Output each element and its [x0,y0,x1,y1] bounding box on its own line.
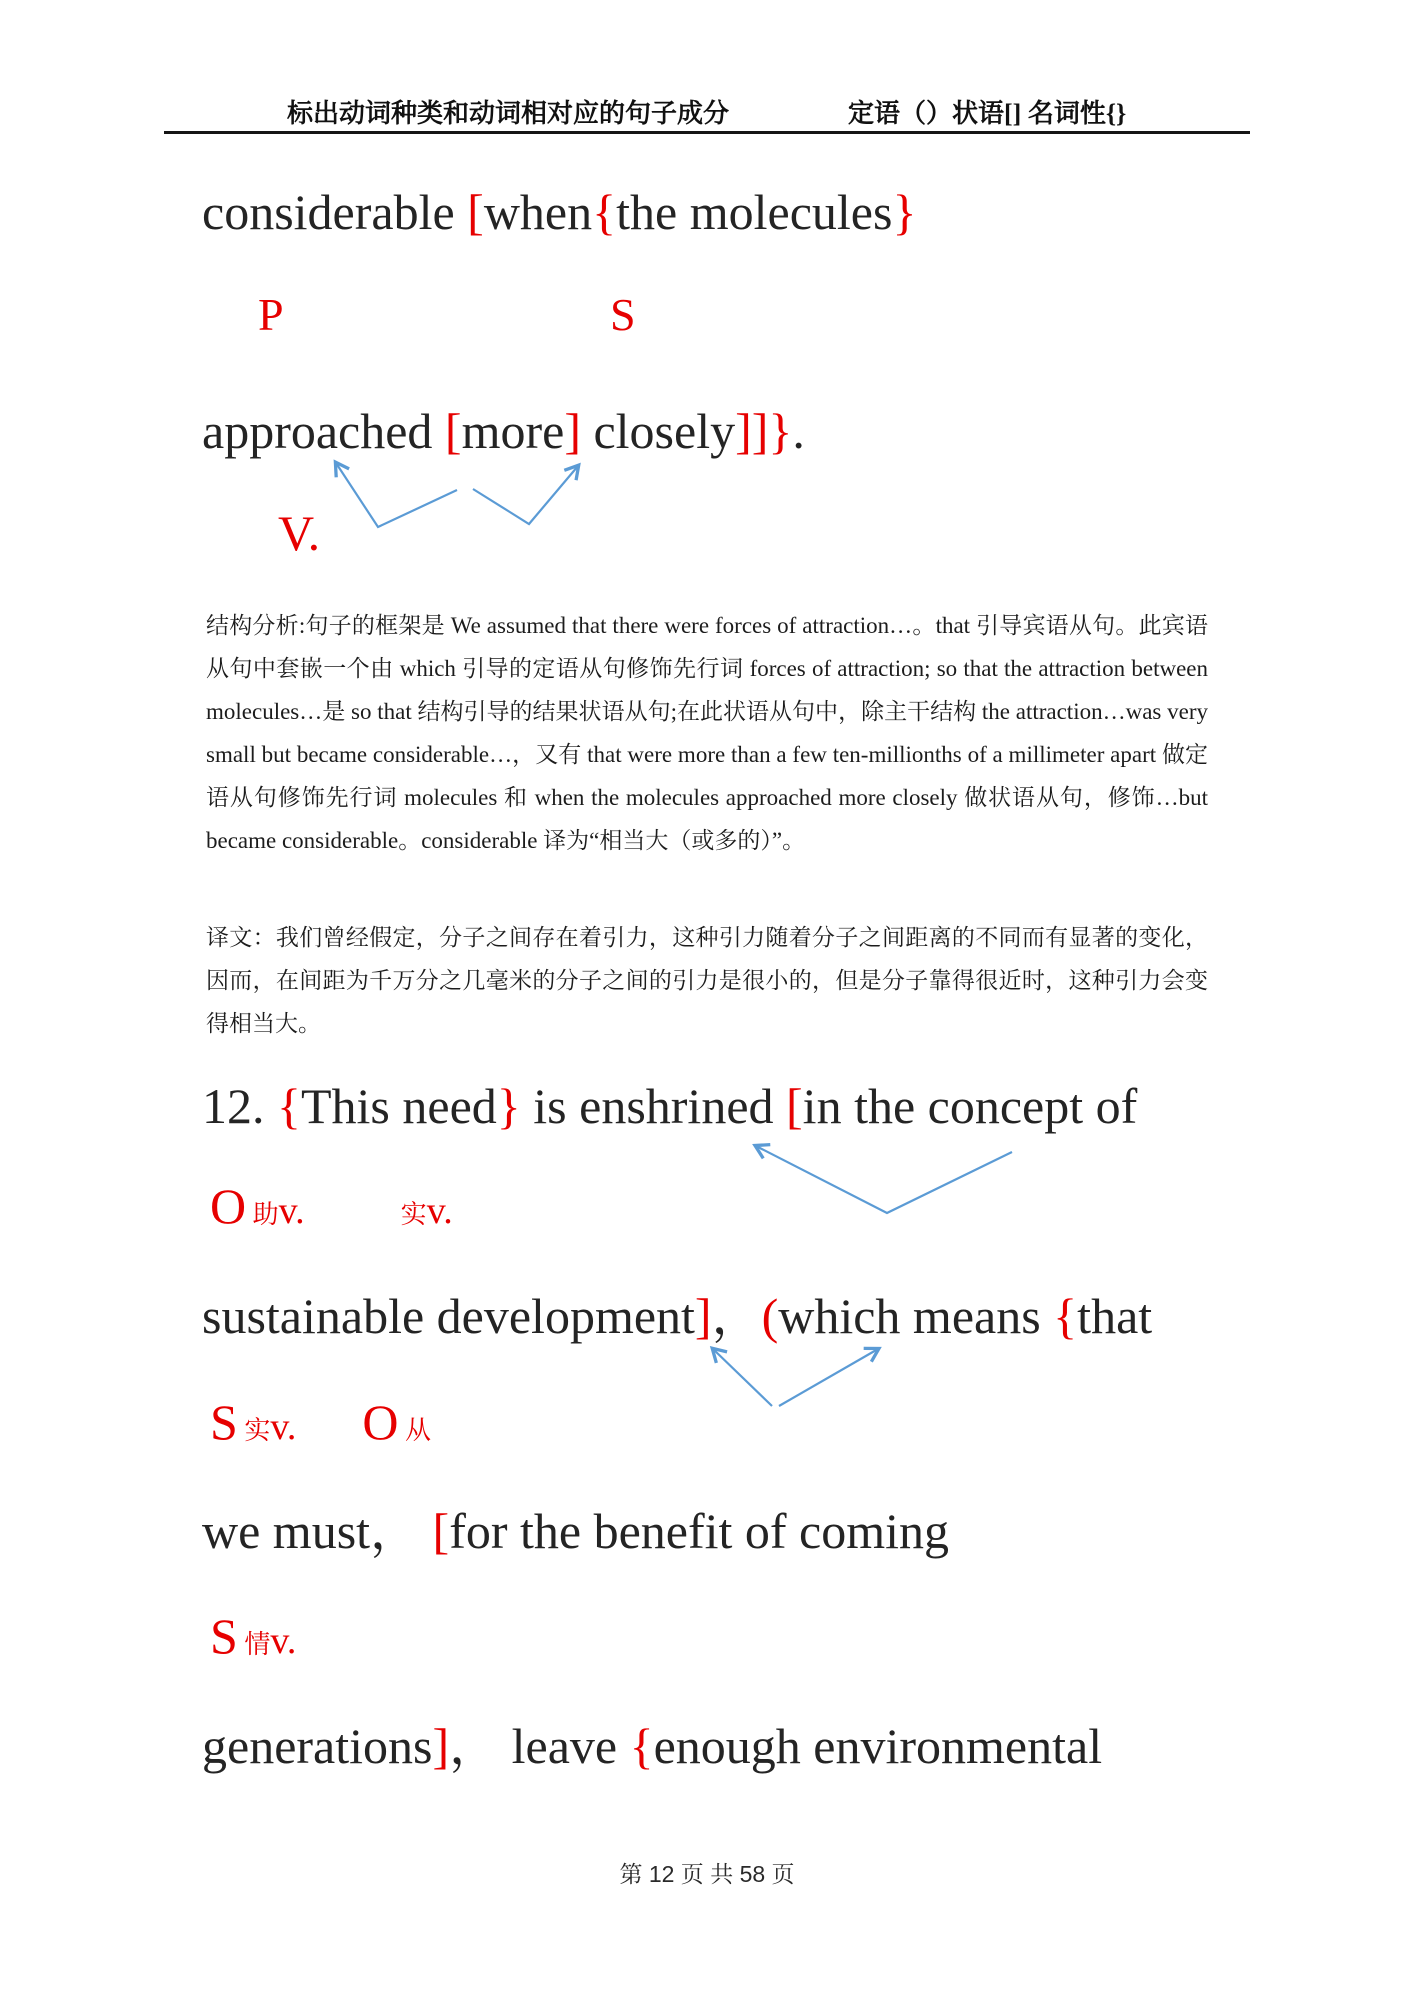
s12-sentence-line3: we must， [for the benefit of coming [202,1503,950,1559]
header-title: 标出动词种类和动词相对应的句子成分 [287,99,730,128]
arrow-to-closely [473,466,578,524]
s12-label-o-aux-v: O 助v. [210,1178,305,1234]
s12-label-s-modal-v: S 情v. [210,1608,297,1664]
s12-sentence-line4: generations]， leave {enough environmental [202,1718,1103,1774]
s11-label-p: P [258,289,284,340]
s12-sentence-line2: sustainable development]，(which means {that [202,1288,1153,1344]
s12-verb-labels-row1 [210,1180,453,1245]
s11-label-s: S [610,289,636,340]
analysis-paragraph: 结构分析:句子的框架是 We assumed that there were forces of attraction…。that 引导宾语从句。此宾语从句中套嵌一个由 which 引导的定语从句修饰先行词 forces of attraction; so that the attraction between molecules…是 so that 结构引导的结果状语从句;在此状语从句中，除主干结构 the attraction…was very small but became considerable…，又有 that were more than a few ten-millionths of a millimeter apart 做定语从句修饰先行词 molecules 和 when the molecules approached more closely 做状语从句，修饰…but became considerable。considerable 译为“相当大（或多的）”。 [206,613,1208,853]
s12-verb-labels-row2 [210,1396,431,1461]
arrow-to-which [779,1349,878,1406]
header-rule [164,131,1250,134]
s11-label-v: V. [278,505,321,561]
s12-label-notional-v: 实v. [400,1190,453,1232]
arrow-to-development [713,1349,772,1406]
translation-paragraph: 译文：我们曾经假定，分子之间存在着引力，这种引力随着分子之间距离的不同而有显著的变化，因而，在间距为千万分之几毫米的分子之间的引力是很小的，但是分子靠得很近时，这种引力会变得相当大。 [206,925,1208,1036]
s12-label-s-notional-v: S 实v. [210,1394,297,1450]
s12-label-o-clause: O 从 [362,1394,431,1450]
arrow-to-approached [336,463,457,527]
s11-sentence-line1: considerable [when{the molecules} [202,184,917,240]
arrow-to-enshrined [756,1146,1012,1213]
s12-sentence-line1: 12. {This need} is enshrined [in the concept of [202,1078,1138,1134]
footer-page-number: 第 12 页 共 58 页 [619,1861,795,1887]
s12-verb-labels-row3 [210,1610,296,1675]
s11-sentence-line2: approached [more] closely]]}. [202,403,805,459]
header-legend: 定语（）状语[] 名词性{} [848,99,1127,128]
